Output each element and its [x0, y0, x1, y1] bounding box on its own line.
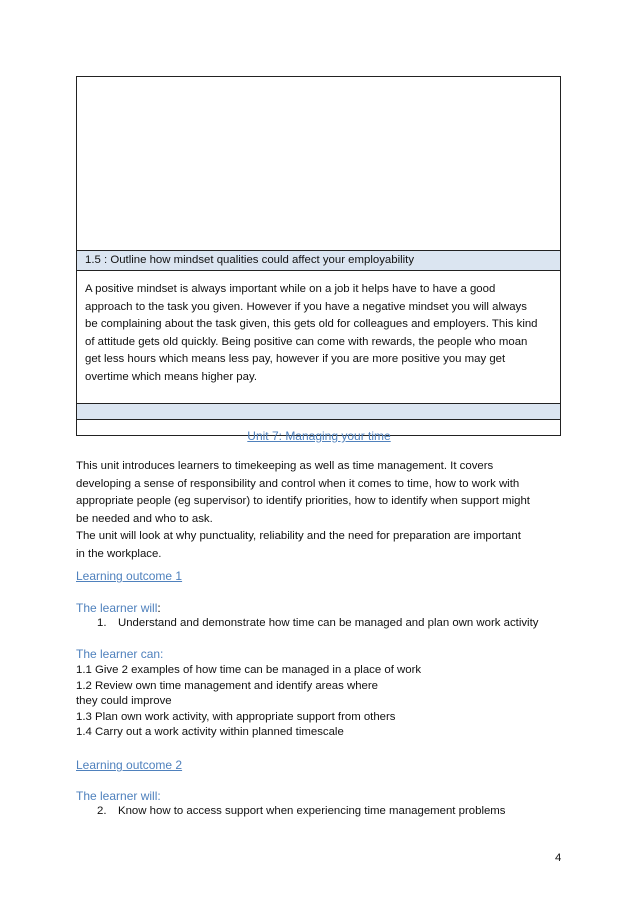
criterion-line: 1.3 Plan own work activity, with appropriate support from others — [76, 710, 396, 723]
intro-line: appropriate people (eg supervisor) to identify priorities, how to identify when support might — [76, 495, 530, 508]
criterion-line: they could improve — [76, 695, 172, 708]
outcome-1-item — [97, 617, 538, 629]
unit-title: Unit 7: Managing your time — [247, 429, 391, 443]
learning-outcome-2-heading: Learning outcome 2 — [76, 758, 183, 772]
table-question-header: 1.5 : Outline how mindset qualities could affect your employability — [77, 251, 560, 271]
learner-can-heading: The learner can: — [76, 647, 164, 661]
outcome-2-number: 2. — [97, 805, 107, 817]
intro-line: in the workplace. — [76, 547, 162, 560]
learner-will-heading-1 — [76, 601, 161, 615]
learning-outcome-1-heading: Learning outcome 1 — [76, 569, 183, 583]
intro-line: be needed and who to ask. — [76, 512, 213, 525]
criterion-line: 1.4 Carry out a work activity within planned timescale — [76, 726, 344, 739]
answer-line: approach to the task you given. However if you have a negative mindset you will always — [85, 300, 527, 313]
answer-line: overtime which means higher pay. — [85, 370, 257, 383]
answer-line: A positive mindset is always important while on a job it helps have to have a good — [85, 283, 496, 295]
criterion-line: 1.2 Review own time management and identify areas where — [76, 679, 379, 692]
learner-will-heading-2: The learner will: — [76, 789, 161, 803]
intro-line: The unit will look at why punctuality, reliability and the need for preparation are important — [76, 530, 521, 543]
answer-line: be complaining about the task given, this gets old for colleagues and employers. This kind — [85, 318, 538, 331]
outcome-2-text: Know how to access support when experiencing time management problems — [118, 805, 506, 817]
learner-will-label: The learner will — [76, 601, 158, 615]
unit-intro — [76, 458, 566, 564]
table-answer-cell — [77, 271, 560, 404]
outcome-2-item — [97, 805, 506, 817]
assessment-table — [76, 76, 561, 436]
intro-line: developing a sense of responsibility and control when it comes to time, how to work with — [76, 477, 520, 490]
answer-line: of attitude gets old quickly. Being positive can come with rewards, the people who moan — [85, 335, 528, 348]
assessment-criteria-list — [76, 663, 421, 741]
outcome-1-number: 1. — [97, 617, 107, 629]
answer-line: get less hours which means less pay, however if you are more positive you may get — [85, 353, 506, 366]
page-number: 4 — [555, 852, 562, 864]
learner-will-colon: : — [157, 601, 161, 615]
table-shaded-row — [77, 404, 560, 420]
criterion-line: 1.1 Give 2 examples of how time can be managed in a place of work — [76, 664, 422, 676]
intro-line: This unit introduces learners to timekeeping as well as time management. It covers — [76, 460, 494, 472]
table-empty-row — [77, 77, 560, 251]
outcome-1-text: Understand and demonstrate how time can be managed and plan own work activity — [118, 617, 539, 629]
